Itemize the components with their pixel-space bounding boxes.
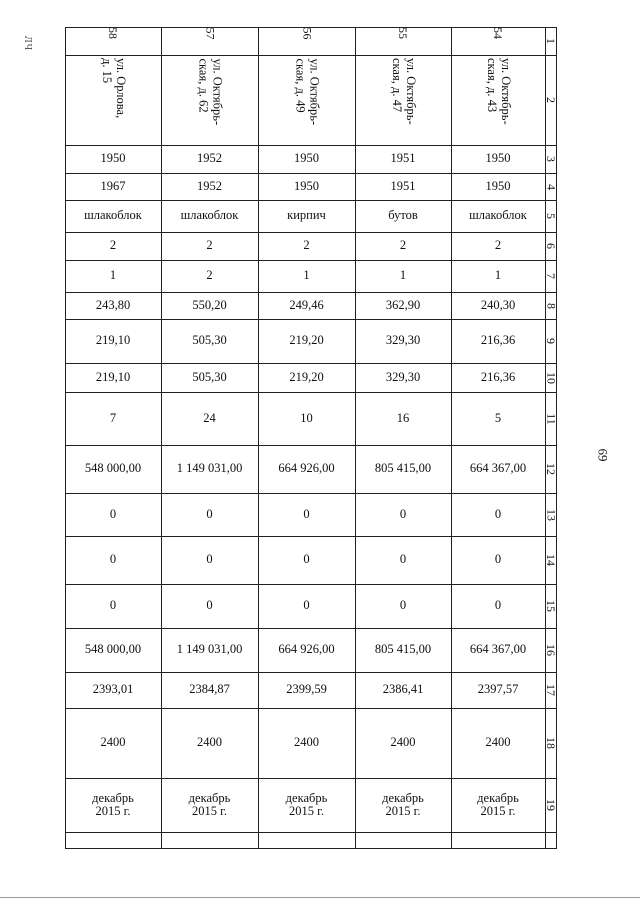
table-cell: 2384,87 xyxy=(189,682,230,697)
table-cell: 1952 xyxy=(197,151,222,166)
table-cell: 1950 xyxy=(485,151,511,166)
row-number: 10 xyxy=(544,371,559,384)
row-number: 1 xyxy=(544,38,559,44)
table-cell: бутов xyxy=(388,208,418,223)
table-cell: 2 xyxy=(206,238,213,253)
table-cell: 2 xyxy=(494,238,502,253)
row-number: 3 xyxy=(544,156,559,162)
table-cell: 0 xyxy=(206,506,213,521)
table-cell: 2400 xyxy=(485,735,511,750)
row-number: 2 xyxy=(544,97,559,103)
table-cell: 216,36 xyxy=(480,369,516,384)
table-cell: 0 xyxy=(303,598,310,613)
table-cell: 0 xyxy=(109,598,117,613)
table-cell: 1967 xyxy=(100,178,126,193)
row-number: 11 xyxy=(544,412,559,425)
table-cell: 362,90 xyxy=(385,297,421,312)
table-cell: 219,20 xyxy=(289,333,324,348)
table-cell: 1 149 031,00 xyxy=(176,461,243,476)
table-cell: 2397,57 xyxy=(477,682,519,697)
data-table xyxy=(65,27,557,849)
table-cell: 548 000,00 xyxy=(84,642,142,657)
table-cell: 1 xyxy=(109,268,117,283)
table-cell: 1951 xyxy=(390,151,416,166)
table-cell: 2393,01 xyxy=(92,682,134,697)
table-cell: 2 xyxy=(206,268,213,283)
table-cell: 1950 xyxy=(100,151,126,166)
row-number: 7 xyxy=(544,273,559,279)
column-address: ул. Октябрь- ская, д. 47 xyxy=(390,58,418,125)
table-cell: 2399,59 xyxy=(286,682,327,697)
table-cell: 1 149 031,00 xyxy=(176,642,243,657)
table-cell: 1950 xyxy=(294,178,319,193)
table-cell: 1950 xyxy=(485,178,511,193)
row-number: 16 xyxy=(544,644,559,656)
column-number: 55 xyxy=(396,27,411,39)
page-number: 69 xyxy=(595,448,611,462)
row-number: 8 xyxy=(544,302,559,309)
row-number: 14 xyxy=(544,554,559,566)
table-cell: 243,80 xyxy=(95,297,131,312)
table-cell: 805 415,00 xyxy=(374,642,432,657)
table-cell: 16 xyxy=(396,410,410,425)
table-cell: 0 xyxy=(399,506,407,521)
row-number: 19 xyxy=(544,799,559,811)
table-cell: 0 xyxy=(303,506,310,521)
table-cell: кирпич xyxy=(287,208,326,223)
table-cell: 219,10 xyxy=(95,369,131,384)
table-cell: 1 xyxy=(494,268,502,283)
side-margin-mark: ЛЧ xyxy=(22,35,34,52)
row-number: 9 xyxy=(544,338,559,344)
table-cell: 216,36 xyxy=(480,333,516,348)
column-number: 54 xyxy=(491,27,506,39)
table-cell: 329,30 xyxy=(385,369,421,384)
table-cell: декабрь 2015 г. xyxy=(285,790,328,818)
column-address: ул. Октябрь- ская, д. 43 xyxy=(485,58,513,125)
table-cell: 219,20 xyxy=(289,369,324,384)
bottom-rule xyxy=(0,897,640,898)
table-cell: декабрь 2015 г. xyxy=(477,790,519,818)
row-number: 18 xyxy=(544,737,559,749)
row-number: 15 xyxy=(544,600,559,612)
table-cell: 2400 xyxy=(390,735,416,750)
table-cell: шлакоблок xyxy=(469,208,527,223)
table-cell: 505,30 xyxy=(192,333,227,348)
table-cell: 0 xyxy=(399,552,407,567)
row-number: 4 xyxy=(544,183,559,190)
column-number: 56 xyxy=(300,27,314,39)
column-number: 57 xyxy=(203,27,217,39)
table-cell: 0 xyxy=(109,552,117,567)
grid-hline xyxy=(65,848,557,849)
column-address: ул. Октябрь- ская, д. 62 xyxy=(196,58,225,125)
table-cell: шлакоблок xyxy=(180,208,239,223)
table-cell: 2 xyxy=(399,238,407,253)
table-cell: 505,30 xyxy=(192,369,227,384)
row-number: 6 xyxy=(544,243,559,249)
table-cell: 548 000,00 xyxy=(84,461,142,476)
table-cell: 2400 xyxy=(294,735,319,750)
table-cell: шлакоблок xyxy=(84,208,142,223)
column-address: ул. Октябрь- ская, д. 49 xyxy=(293,58,322,125)
table-cell: 805 415,00 xyxy=(374,461,432,476)
table-cell: 0 xyxy=(303,552,310,567)
table-cell: 0 xyxy=(206,552,213,567)
table-cell: 1951 xyxy=(390,178,416,193)
table-cell: декабрь 2015 г. xyxy=(188,790,231,818)
column-number: 58 xyxy=(106,27,121,39)
table-cell: 329,30 xyxy=(385,333,421,348)
table-cell: 2400 xyxy=(100,735,126,750)
row-number: 17 xyxy=(544,684,559,696)
table-cell: 10 xyxy=(300,410,313,425)
table-cell: 249,46 xyxy=(289,297,324,312)
table-cell: 0 xyxy=(399,598,407,613)
row-number: 13 xyxy=(544,508,559,521)
table-cell: 0 xyxy=(494,506,502,521)
table-cell: 24 xyxy=(203,410,216,425)
table-cell: 1950 xyxy=(294,151,319,166)
table-cell: 240,30 xyxy=(480,297,516,312)
table-cell: 550,20 xyxy=(192,297,227,312)
table-cell: декабрь 2015 г. xyxy=(92,790,134,818)
table-cell: 2 xyxy=(109,238,117,253)
table-cell: 0 xyxy=(206,598,213,613)
table-cell: 664 367,00 xyxy=(469,461,527,476)
table-cell: 2386,41 xyxy=(382,682,424,697)
table-cell: 0 xyxy=(494,552,502,567)
grid-hline xyxy=(65,832,557,833)
table-cell: 1 xyxy=(303,268,310,283)
table-cell: 7 xyxy=(109,410,117,425)
row-number: 12 xyxy=(544,463,559,475)
table-cell: 664 367,00 xyxy=(469,642,527,657)
table-cell: 1952 xyxy=(197,178,222,193)
column-address: ул. Орлова, д. 15 xyxy=(100,58,128,119)
table-cell: 2400 xyxy=(197,735,222,750)
table-cell: декабрь 2015 г. xyxy=(382,790,424,818)
table-cell: 664 926,00 xyxy=(278,642,335,657)
table-cell: 2 xyxy=(303,238,310,253)
table-cell: 1 xyxy=(399,268,407,283)
table-cell: 0 xyxy=(494,598,502,613)
table-cell: 219,10 xyxy=(95,333,131,348)
row-number: 5 xyxy=(544,213,559,219)
table-cell: 5 xyxy=(494,410,502,425)
table-cell: 664 926,00 xyxy=(278,461,335,476)
table-cell: 0 xyxy=(109,506,117,521)
